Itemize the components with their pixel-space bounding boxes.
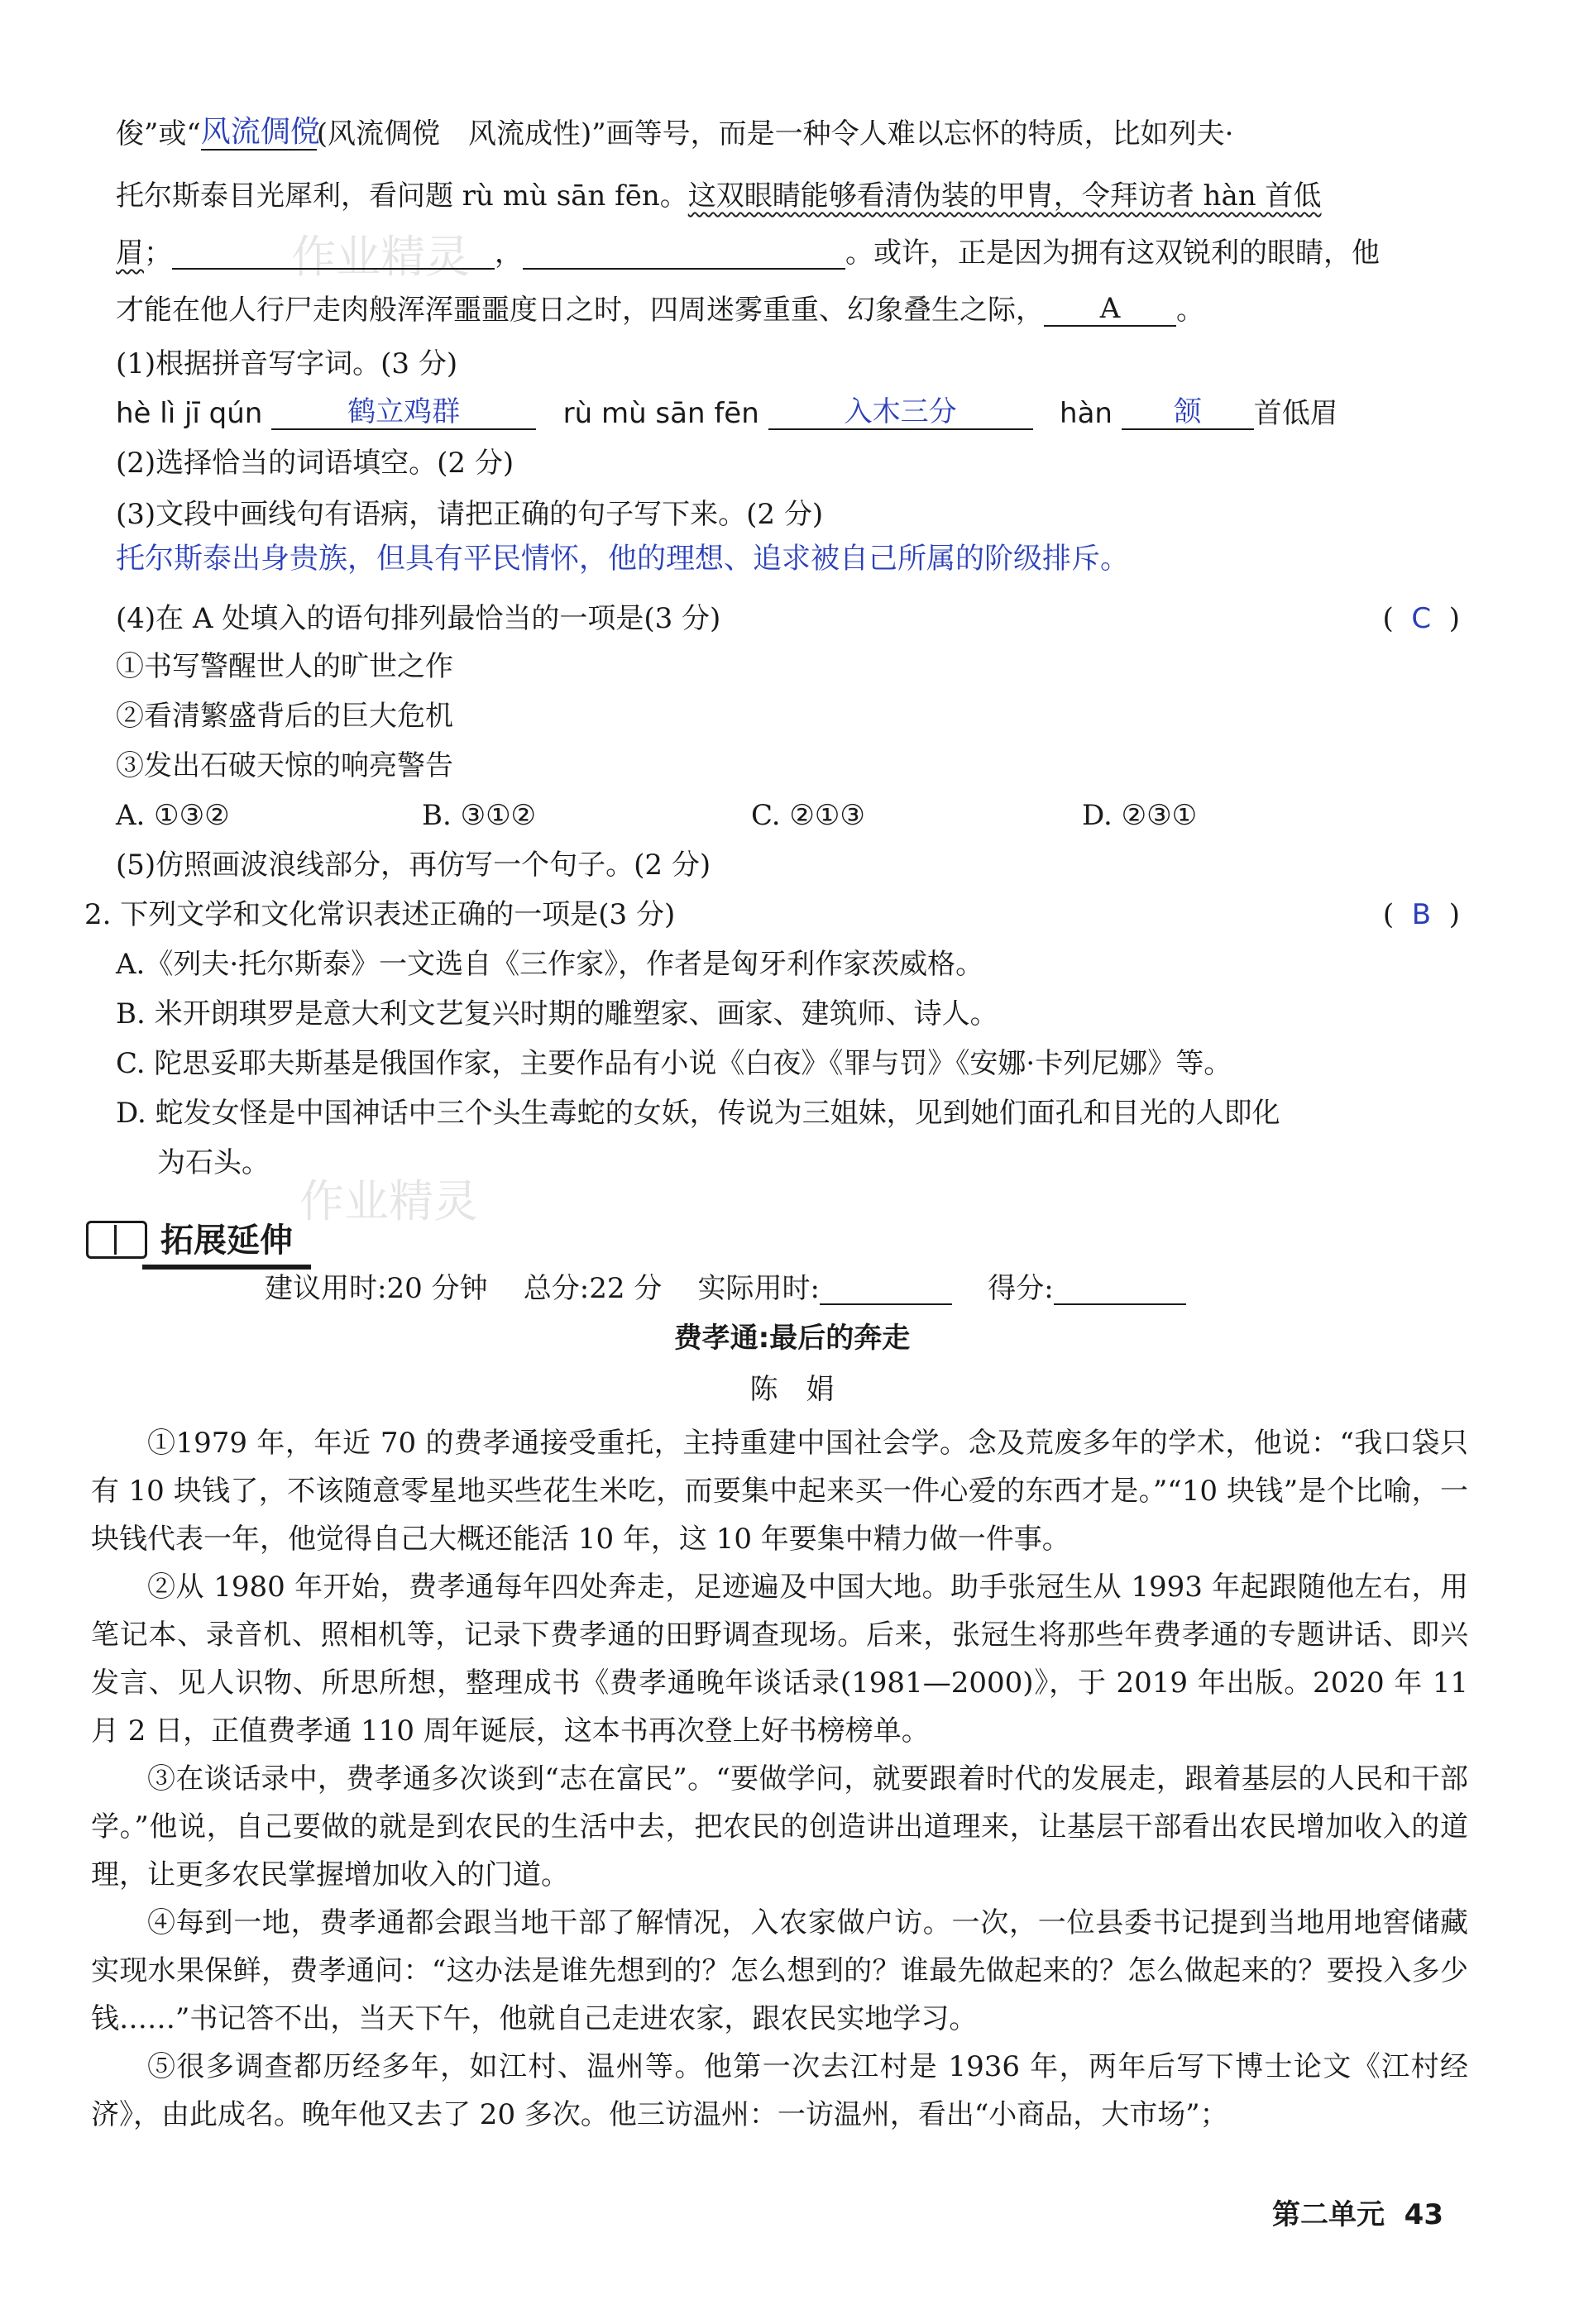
page-footer: [1272, 2198, 1443, 2231]
imitation-blank-2[interactable]: [523, 240, 845, 270]
q4-option-a: A. ①③②: [116, 799, 230, 832]
article-paragraph-3: ③在谈话录中，费孝通多次谈到“志在富民”。“要做学问，就要跟着时代的发展走，跟着基层的人民和干部学。”他说，自己要做的就是到农民的生活中去，把农民的创造讲出道理来，让基层干部看出农民增加收入的道理，让更多农民掌握增加收入的门道。: [91, 1762, 1468, 1891]
article-paragraph-4: ④每到一地，费孝通都会跟当地干部了解情况，入农家做户访。一次，一位县委书记提到当地用地窖储藏实现水果保鲜，费孝通问：“这办法是谁先想到的？怎么想到的？谁最先做起来的？怎么做起来的？要投入多少钱……”书记答不出，当天下午，他就自己走进农家，跟农民实地学习。: [91, 1906, 1468, 2035]
question2-title: 2. 下列文学和文化常识表述正确的一项是(3 分): [84, 898, 676, 931]
q4-answer: C: [1411, 602, 1432, 635]
passage-line-1: 俊”或“风流倜傥(风流倜傥 风流成性)”画等号，而是一种令人难以忘怀的特质，比如列夫·: [116, 115, 1234, 151]
article-paragraph-1: ①1979 年，年近 70 的费孝通接受重托，主持重建中国社会学。念及荒废多年的学术，他说：“我口袋只有 10 块钱了，不该随意零星地买些花生米吃，而要集中起来买一件心爱的东西才是。”“10 块钱”是个比喻，一块钱代表一年，他觉得自己大概还能活 10 年，这 10 年要集中精力做一件事。: [91, 1427, 1468, 1556]
article-title: 费孝通:最后的奔走: [673, 1322, 911, 1355]
section-title: 拓展延伸: [142, 1209, 311, 1270]
unit-label: 第二单元: [1271, 2198, 1385, 2231]
q1-answers: hè lì jī qún 鹤立鸡群 rù mù sān fēn 入木三分 hàn 颔 首低眉: [116, 395, 1338, 430]
article-body: [91, 1419, 1468, 2139]
question2-answer: B: [1411, 898, 1432, 931]
q3-answer: 托尔斯泰出身贵族，但具有平民情怀，他的理想、追求被自己所属的阶级排斥。: [116, 543, 1130, 576]
answer-word: 风流倜傥: [200, 115, 320, 149]
actual-time-blank[interactable]: [820, 1279, 952, 1305]
answer-han: 颔: [1122, 395, 1254, 430]
q4-option-c: C. ②①③: [751, 799, 865, 832]
passage-line-4: 才能在他人行尸走肉般浑浑噩噩度日之时，四周迷雾重重、幻象叠生之际， A 。: [116, 292, 1204, 327]
question2-option-d: D. 蛇发女怪是中国神话中三个头生毒蛇的女妖，传说为三姐妹，见到她们面孔和目光的人即化: [116, 1097, 1280, 1130]
section-header: [86, 1209, 311, 1270]
q4-item-2: ②看清繁盛背后的巨大危机: [116, 700, 453, 733]
passage-line-3: 眉； ， 。或许，正是因为拥有这双锐利的眼睛，他: [116, 237, 1380, 270]
article-paragraph-2: ②从 1980 年开始，费孝通每年四处奔走，足迹遍及中国大地。助手张冠生从 1993 年起跟随他左右，用笔记本、录音机、照相机等，记录下费孝通的田野调查现场。后来，张冠生将那些年费孝通的专题讲话、即兴发言、见人识物、所思所想，整理成书《费孝通晚年谈话录(1981—2000)》，于 2019 年出版。2020 年 11 月 2 日，正值费孝通 110 周年诞辰，这本书再次登上好书榜榜单。: [91, 1571, 1468, 1748]
question2-option-b: B. 米开朗琪罗是意大利文艺复兴时期的雕塑家、画家、建筑师、诗人。: [116, 997, 998, 1030]
q4-item-1: ①书写警醒世人的旷世之作: [116, 650, 453, 683]
imitation-blank-1[interactable]: [172, 240, 495, 270]
article-author: 陈 娟: [749, 1373, 835, 1406]
question2-option-d-cont: 为石头。: [157, 1146, 270, 1179]
book-icon: [86, 1221, 147, 1259]
q2-title: (2)选择恰当的词语填空。(2 分): [116, 447, 514, 480]
q1-title: (1)根据拼音写字词。(3 分): [116, 347, 458, 380]
wavy-underlined-sentence: 这双眼睛能够看清伪装的甲胄，令拜访者 hàn 首低: [687, 179, 1322, 213]
q4-option-b: B. ③①②: [422, 799, 537, 832]
watermark: 作业精灵: [299, 1175, 478, 1227]
page-number: 43: [1404, 2198, 1443, 2231]
q5-title: (5)仿照画波浪线部分，再仿写一个句子。(2 分): [116, 849, 711, 882]
q4-option-d: D. ②③①: [1082, 799, 1198, 832]
watermark: 作业精灵: [291, 231, 470, 283]
passage-line-2: 托尔斯泰目光犀利，看问题 rù mù sān fēn。这双眼睛能够看清伪装的甲胄，令拜访者 hàn 首低: [116, 179, 1322, 213]
q3-title: (3)文段中画线句有语病，请把正确的句子写下来。(2 分): [116, 498, 824, 531]
q4-answer-paren: ( C ): [1382, 602, 1460, 635]
q4-item-3: ③发出石破天惊的响亮警告: [116, 749, 453, 782]
section-meta: 建议用时:20 分钟 总分:22 分 实际用时: 得分:: [265, 1272, 1468, 1305]
answer-rumusanfen: 入木三分: [768, 395, 1033, 430]
question2-option-c: C. 陀思妥耶夫斯基是俄国作家，主要作品有小说《白夜》《罪与罚》《安娜·卡列尼娜》等。: [116, 1047, 1232, 1080]
article-paragraph-5: ⑤很多调查都历经多年，如江村、温州等。他第一次去江村是 1936 年，两年后写下博士论文《江村经济》，由此成名。晚年他又去了 20 多次。他三访温州：一访温州，看出“小商品，大市场”；: [91, 2050, 1468, 2131]
answer-heliqun: 鹤立鸡群: [271, 395, 536, 430]
question2-option-a: A.《列夫·托尔斯泰》一文选自《三作家》，作者是匈牙利作家茨威格。: [116, 948, 984, 981]
question2-answer-paren: ( B ): [1382, 898, 1460, 931]
score-blank[interactable]: [1054, 1279, 1186, 1305]
blank-a: A: [1044, 292, 1176, 327]
q4-title: (4)在 A 处填入的语句排列最恰当的一项是(3 分): [116, 602, 721, 635]
